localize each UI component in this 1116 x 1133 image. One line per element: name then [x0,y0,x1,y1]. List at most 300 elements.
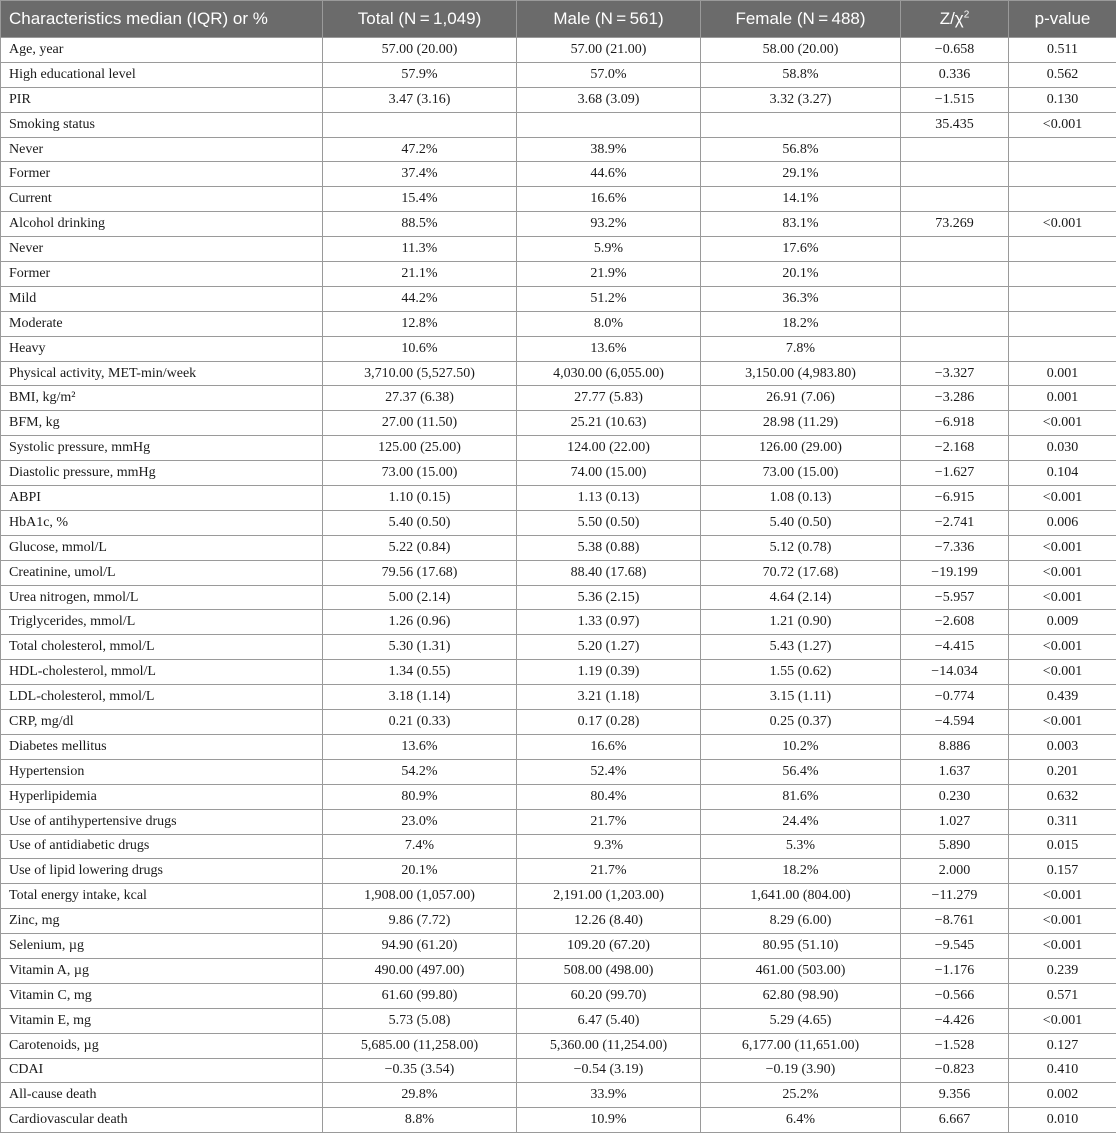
cell-z-chi: −9.545 [901,934,1009,959]
cell-male: 5.38 (0.88) [517,535,701,560]
cell-characteristic: Age, year [1,38,323,63]
cell-total: 5.40 (0.50) [323,510,517,535]
cell-z-chi: −4.415 [901,635,1009,660]
table-row [1,560,1116,585]
table-row [1,685,1116,710]
cell-pvalue: 0.410 [1009,1058,1116,1083]
cell-male: 1.13 (0.13) [517,486,701,511]
cell-pvalue [1009,162,1116,187]
cell-characteristic: HDL-cholesterol, mmol/L [1,660,323,685]
table-body [1,38,1116,1133]
cell-male [517,112,701,137]
cell-z-chi: 9.356 [901,1083,1009,1108]
cell-total: 57.9% [323,62,517,87]
cell-male: 124.00 (22.00) [517,436,701,461]
cell-z-chi: 8.886 [901,734,1009,759]
cell-male: 109.20 (67.20) [517,934,701,959]
table-row [1,162,1116,187]
cell-female: 10.2% [701,734,901,759]
cell-total: −0.35 (3.54) [323,1058,517,1083]
cell-female: 6,177.00 (11,651.00) [701,1033,901,1058]
cell-female: 29.1% [701,162,901,187]
cell-female: 17.6% [701,237,901,262]
cell-total: 3,710.00 (5,527.50) [323,361,517,386]
cell-female: 80.95 (51.10) [701,934,901,959]
cell-z-chi: −6.918 [901,411,1009,436]
table-row [1,934,1116,959]
cell-characteristic: CDAI [1,1058,323,1083]
cell-z-chi: −0.566 [901,983,1009,1008]
cell-female: 5.43 (1.27) [701,635,901,660]
cell-characteristic: Heavy [1,336,323,361]
cell-pvalue: 0.001 [1009,386,1116,411]
cell-male: 5.20 (1.27) [517,635,701,660]
table-row [1,1008,1116,1033]
cell-male: 13.6% [517,336,701,361]
cell-characteristic: Urea nitrogen, mmol/L [1,585,323,610]
cell-male: 27.77 (5.83) [517,386,701,411]
cell-male: 21.7% [517,859,701,884]
table-row [1,112,1116,137]
table-row [1,187,1116,212]
cell-male: 5,360.00 (11,254.00) [517,1033,701,1058]
cell-z-chi: −0.823 [901,1058,1009,1083]
cell-female: 3.15 (1.11) [701,685,901,710]
cell-male: 44.6% [517,162,701,187]
cell-total: 79.56 (17.68) [323,560,517,585]
cell-female: 1.21 (0.90) [701,610,901,635]
cell-total: 10.6% [323,336,517,361]
cell-characteristic: ABPI [1,486,323,511]
cell-total: 88.5% [323,212,517,237]
cell-characteristic: Moderate [1,311,323,336]
cell-characteristic: Diabetes mellitus [1,734,323,759]
table-row [1,610,1116,635]
cell-total: 37.4% [323,162,517,187]
cell-z-chi [901,336,1009,361]
cell-total: 80.9% [323,784,517,809]
table-row [1,212,1116,237]
table-row [1,535,1116,560]
table-row [1,38,1116,63]
cell-male: 93.2% [517,212,701,237]
table-row [1,336,1116,361]
cell-total: 3.18 (1.14) [323,685,517,710]
cell-total: 11.3% [323,237,517,262]
cell-pvalue: <0.001 [1009,1008,1116,1033]
cell-male: 4,030.00 (6,055.00) [517,361,701,386]
table-row [1,759,1116,784]
cell-female: 56.4% [701,759,901,784]
table-row [1,1033,1116,1058]
cell-male: 10.9% [517,1108,701,1133]
cell-z-chi: −0.658 [901,38,1009,63]
cell-female: 5.40 (0.50) [701,510,901,535]
cell-characteristic: Physical activity, MET-min/week [1,361,323,386]
cell-characteristic: Smoking status [1,112,323,137]
cell-z-chi [901,162,1009,187]
cell-male: 16.6% [517,734,701,759]
cell-z-chi: 73.269 [901,212,1009,237]
cell-characteristic: All-cause death [1,1083,323,1108]
cell-characteristic: Total energy intake, kcal [1,884,323,909]
cell-total: 9.86 (7.72) [323,909,517,934]
cell-characteristic: Alcohol drinking [1,212,323,237]
cell-characteristic: Current [1,187,323,212]
cell-z-chi [901,311,1009,336]
cell-z-chi: −2.608 [901,610,1009,635]
cell-pvalue: 0.239 [1009,958,1116,983]
cell-z-chi [901,262,1009,287]
cell-total: 0.21 (0.33) [323,710,517,735]
table-row [1,784,1116,809]
cell-female: 58.8% [701,62,901,87]
cell-characteristic: Former [1,162,323,187]
cell-male: 57.00 (21.00) [517,38,701,63]
table-row [1,585,1116,610]
header-male: Male (N = 561) [517,1,701,38]
cell-pvalue: 0.562 [1009,62,1116,87]
cell-total: 15.4% [323,187,517,212]
table-row [1,386,1116,411]
cell-pvalue: 0.571 [1009,983,1116,1008]
cell-pvalue [1009,237,1116,262]
cell-total: 94.90 (61.20) [323,934,517,959]
cell-z-chi: −2.168 [901,436,1009,461]
cell-female: 20.1% [701,262,901,287]
cell-characteristic: Vitamin A, µg [1,958,323,983]
cell-male: 52.4% [517,759,701,784]
cell-z-chi [901,286,1009,311]
cell-characteristic: Former [1,262,323,287]
cell-z-chi: 2.000 [901,859,1009,884]
cell-male: 3.68 (3.09) [517,87,701,112]
cell-total: 1,908.00 (1,057.00) [323,884,517,909]
cell-z-chi [901,187,1009,212]
cell-characteristic: Diastolic pressure, mmHg [1,461,323,486]
cell-total: 21.1% [323,262,517,287]
cell-female: 4.64 (2.14) [701,585,901,610]
table-row [1,983,1116,1008]
cell-pvalue [1009,311,1116,336]
cell-characteristic: Glucose, mmol/L [1,535,323,560]
cell-characteristic: Cardiovascular death [1,1108,323,1133]
cell-z-chi [901,237,1009,262]
cell-total: 5.73 (5.08) [323,1008,517,1033]
table-row [1,958,1116,983]
cell-male: 5.50 (0.50) [517,510,701,535]
cell-pvalue: <0.001 [1009,635,1116,660]
table-row [1,660,1116,685]
cell-pvalue: 0.201 [1009,759,1116,784]
cell-male: 12.26 (8.40) [517,909,701,934]
cell-female: 3,150.00 (4,983.80) [701,361,901,386]
cell-characteristic: Systolic pressure, mmHg [1,436,323,461]
cell-z-chi: 0.230 [901,784,1009,809]
cell-male: 21.7% [517,809,701,834]
header-total: Total (N = 1,049) [323,1,517,38]
cell-female: 25.2% [701,1083,901,1108]
cell-female: 0.25 (0.37) [701,710,901,735]
cell-z-chi: −0.774 [901,685,1009,710]
cell-characteristic: Selenium, µg [1,934,323,959]
cell-z-chi: −4.426 [901,1008,1009,1033]
cell-characteristic: Never [1,137,323,162]
cell-female: 24.4% [701,809,901,834]
cell-total: 5.30 (1.31) [323,635,517,660]
cell-pvalue [1009,286,1116,311]
cell-pvalue: 0.030 [1009,436,1116,461]
header-characteristics: Characteristics median (IQR) or % [1,1,323,38]
cell-z-chi: 5.890 [901,834,1009,859]
cell-pvalue: <0.001 [1009,585,1116,610]
cell-male: 1.33 (0.97) [517,610,701,635]
table-row [1,436,1116,461]
cell-z-chi: 6.667 [901,1108,1009,1133]
cell-total: 5,685.00 (11,258.00) [323,1033,517,1058]
cell-female: 5.12 (0.78) [701,535,901,560]
cell-pvalue: 0.439 [1009,685,1116,710]
cell-female: 126.00 (29.00) [701,436,901,461]
cell-characteristic: Carotenoids, µg [1,1033,323,1058]
cell-pvalue: 0.006 [1009,510,1116,535]
cell-female: 1.55 (0.62) [701,660,901,685]
cell-total: 54.2% [323,759,517,784]
cell-female: 58.00 (20.00) [701,38,901,63]
header-z-chi-superscript: 2 [964,9,970,20]
table-row [1,884,1116,909]
cell-pvalue: 0.003 [1009,734,1116,759]
cell-total: 12.8% [323,311,517,336]
cell-female: 36.3% [701,286,901,311]
cell-total: 3.47 (3.16) [323,87,517,112]
cell-characteristic: HbA1c, % [1,510,323,535]
cell-male: 5.9% [517,237,701,262]
cell-male: 33.9% [517,1083,701,1108]
cell-male: 16.6% [517,187,701,212]
cell-male: 6.47 (5.40) [517,1008,701,1033]
cell-pvalue: 0.104 [1009,461,1116,486]
cell-female: 461.00 (503.00) [701,958,901,983]
cell-total: 27.37 (6.38) [323,386,517,411]
cell-z-chi: −2.741 [901,510,1009,535]
cell-total: 5.00 (2.14) [323,585,517,610]
table-row [1,361,1116,386]
cell-pvalue: 0.157 [1009,859,1116,884]
cell-characteristic: Vitamin C, mg [1,983,323,1008]
table-row [1,859,1116,884]
table-row [1,809,1116,834]
cell-pvalue: 0.127 [1009,1033,1116,1058]
cell-pvalue: 0.009 [1009,610,1116,635]
cell-female: −0.19 (3.90) [701,1058,901,1083]
cell-total: 7.4% [323,834,517,859]
cell-total: 47.2% [323,137,517,162]
cell-z-chi: −8.761 [901,909,1009,934]
cell-z-chi [901,137,1009,162]
table-row [1,1083,1116,1108]
cell-female: 81.6% [701,784,901,809]
cell-total: 8.8% [323,1108,517,1133]
cell-z-chi: −11.279 [901,884,1009,909]
cell-z-chi: −19.199 [901,560,1009,585]
table-row [1,734,1116,759]
cell-z-chi: 35.435 [901,112,1009,137]
cell-male: 51.2% [517,286,701,311]
cell-characteristic: PIR [1,87,323,112]
cell-pvalue: <0.001 [1009,535,1116,560]
cell-characteristic: Creatinine, umol/L [1,560,323,585]
cell-characteristic: Hyperlipidemia [1,784,323,809]
table-row [1,834,1116,859]
cell-characteristic: High educational level [1,62,323,87]
cell-total: 57.00 (20.00) [323,38,517,63]
header-z-chi [901,1,1009,38]
cell-female: 6.4% [701,1108,901,1133]
cell-characteristic: Hypertension [1,759,323,784]
cell-pvalue: <0.001 [1009,212,1116,237]
table-row [1,286,1116,311]
cell-pvalue: <0.001 [1009,884,1116,909]
cell-male: 60.20 (99.70) [517,983,701,1008]
cell-characteristic: Triglycerides, mmol/L [1,610,323,635]
table-row [1,87,1116,112]
cell-male: 3.21 (1.18) [517,685,701,710]
cell-pvalue: <0.001 [1009,560,1116,585]
table-row [1,1058,1116,1083]
cell-z-chi: 1.637 [901,759,1009,784]
cell-male: 508.00 (498.00) [517,958,701,983]
table-row [1,635,1116,660]
cell-total: 61.60 (99.80) [323,983,517,1008]
cell-total: 23.0% [323,809,517,834]
cell-z-chi: −1.515 [901,87,1009,112]
cell-female: 56.8% [701,137,901,162]
cell-female: 1,641.00 (804.00) [701,884,901,909]
cell-male: 9.3% [517,834,701,859]
cell-female: 70.72 (17.68) [701,560,901,585]
table-row [1,62,1116,87]
cell-male: 5.36 (2.15) [517,585,701,610]
cell-z-chi: −1.627 [901,461,1009,486]
cell-characteristic: Use of lipid lowering drugs [1,859,323,884]
cell-male: 88.40 (17.68) [517,560,701,585]
cell-female: 83.1% [701,212,901,237]
cell-male: 2,191.00 (1,203.00) [517,884,701,909]
cell-male: 74.00 (15.00) [517,461,701,486]
cell-total: 29.8% [323,1083,517,1108]
cell-characteristic: LDL-cholesterol, mmol/L [1,685,323,710]
cell-pvalue: 0.130 [1009,87,1116,112]
cell-pvalue: 0.311 [1009,809,1116,834]
cell-pvalue: 0.010 [1009,1108,1116,1133]
cell-pvalue: 0.002 [1009,1083,1116,1108]
cell-characteristic: BMI, kg/m² [1,386,323,411]
cell-characteristic: Use of antidiabetic drugs [1,834,323,859]
cell-pvalue [1009,336,1116,361]
cell-pvalue [1009,187,1116,212]
cell-male: 8.0% [517,311,701,336]
cell-characteristic: Zinc, mg [1,909,323,934]
cell-male: 0.17 (0.28) [517,710,701,735]
table-row [1,237,1116,262]
cell-male: 21.9% [517,262,701,287]
table-row [1,461,1116,486]
header-z-chi-label: Z/χ [940,9,964,28]
cell-female: 18.2% [701,859,901,884]
cell-total: 13.6% [323,734,517,759]
cell-female: 8.29 (6.00) [701,909,901,934]
cell-z-chi: −3.286 [901,386,1009,411]
cell-characteristic: Total cholesterol, mmol/L [1,635,323,660]
cell-pvalue: <0.001 [1009,112,1116,137]
cell-pvalue: <0.001 [1009,660,1116,685]
cell-male: 57.0% [517,62,701,87]
cell-z-chi: 1.027 [901,809,1009,834]
cell-total: 1.10 (0.15) [323,486,517,511]
cell-total: 73.00 (15.00) [323,461,517,486]
cell-characteristic: CRP, mg/dl [1,710,323,735]
cell-total: 44.2% [323,286,517,311]
cell-female [701,112,901,137]
cell-total: 1.26 (0.96) [323,610,517,635]
cell-z-chi: −7.336 [901,535,1009,560]
table-row [1,486,1116,511]
cell-female: 3.32 (3.27) [701,87,901,112]
cell-z-chi: −3.327 [901,361,1009,386]
table-row [1,710,1116,735]
table-row [1,411,1116,436]
cell-characteristic: Mild [1,286,323,311]
table-row [1,510,1116,535]
cell-total: 1.34 (0.55) [323,660,517,685]
cell-total: 5.22 (0.84) [323,535,517,560]
cell-male: −0.54 (3.19) [517,1058,701,1083]
cell-pvalue: <0.001 [1009,710,1116,735]
cell-z-chi: −6.915 [901,486,1009,511]
cell-total: 20.1% [323,859,517,884]
cell-total: 125.00 (25.00) [323,436,517,461]
cell-female: 7.8% [701,336,901,361]
cell-z-chi: −1.528 [901,1033,1009,1058]
table-row [1,311,1116,336]
cell-male: 38.9% [517,137,701,162]
table-row [1,1108,1116,1133]
cell-female: 5.29 (4.65) [701,1008,901,1033]
cell-total [323,112,517,137]
header-female: Female (N = 488) [701,1,901,38]
cell-female: 28.98 (11.29) [701,411,901,436]
cell-z-chi: −4.594 [901,710,1009,735]
cell-z-chi: −14.034 [901,660,1009,685]
cell-female: 14.1% [701,187,901,212]
cell-female: 73.00 (15.00) [701,461,901,486]
cell-pvalue: 0.015 [1009,834,1116,859]
cell-male: 25.21 (10.63) [517,411,701,436]
header-row [1,1,1116,38]
cell-z-chi: −1.176 [901,958,1009,983]
cell-pvalue: <0.001 [1009,486,1116,511]
cell-z-chi: −5.957 [901,585,1009,610]
cell-pvalue: <0.001 [1009,411,1116,436]
cell-female: 62.80 (98.90) [701,983,901,1008]
cell-characteristic: Vitamin E, mg [1,1008,323,1033]
cell-pvalue [1009,262,1116,287]
cell-female: 18.2% [701,311,901,336]
table-row [1,262,1116,287]
cell-male: 1.19 (0.39) [517,660,701,685]
header-pvalue: p-value [1009,1,1116,38]
